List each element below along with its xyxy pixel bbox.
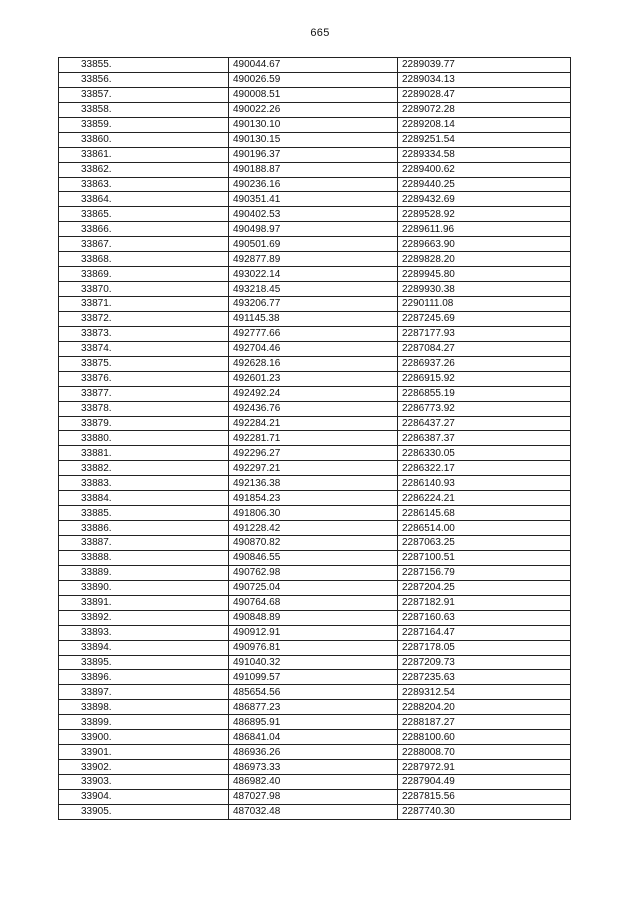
x-coordinate-cell: 490912.91 [229,625,398,640]
point-number-cell: 33869. [59,267,229,282]
table-row [59,476,571,491]
point-number-cell: 33900. [59,730,229,745]
table-row [59,58,571,73]
y-coordinate-cell: 2286855.19 [398,386,571,401]
point-number-cell: 33866. [59,222,229,237]
table-row [59,177,571,192]
x-coordinate-cell: 491099.57 [229,670,398,685]
table-row [59,640,571,655]
table-row [59,580,571,595]
table-row [59,401,571,416]
y-coordinate-cell: 2286330.05 [398,446,571,461]
point-number-cell: 33882. [59,461,229,476]
y-coordinate-cell: 2287204.25 [398,580,571,595]
point-number-cell: 33878. [59,401,229,416]
y-coordinate-cell: 2289440.25 [398,177,571,192]
y-coordinate-cell: 2287164.47 [398,625,571,640]
x-coordinate-cell: 486936.26 [229,745,398,760]
x-coordinate-cell: 490402.53 [229,207,398,222]
table-row [59,625,571,640]
y-coordinate-cell: 2289611.96 [398,222,571,237]
y-coordinate-cell: 2289663.90 [398,237,571,252]
point-number-cell: 33868. [59,252,229,267]
table-row [59,730,571,745]
x-coordinate-cell: 492136.38 [229,476,398,491]
x-coordinate-cell: 492601.23 [229,371,398,386]
point-number-cell: 33899. [59,715,229,730]
y-coordinate-cell: 2287100.51 [398,550,571,565]
table-row [59,461,571,476]
x-coordinate-cell: 491228.42 [229,521,398,536]
point-number-cell: 33862. [59,162,229,177]
y-coordinate-cell: 2286915.92 [398,371,571,386]
point-number-cell: 33863. [59,177,229,192]
point-number-cell: 33894. [59,640,229,655]
table-row [59,297,571,312]
table-row [59,775,571,790]
table-row [59,252,571,267]
table-row [59,371,571,386]
point-number-cell: 33903. [59,775,229,790]
x-coordinate-cell: 490498.97 [229,222,398,237]
x-coordinate-cell: 492628.16 [229,356,398,371]
table-row [59,326,571,341]
point-number-cell: 33858. [59,102,229,117]
x-coordinate-cell: 490130.10 [229,117,398,132]
y-coordinate-cell: 2287740.30 [398,804,571,819]
table-row [59,610,571,625]
x-coordinate-cell: 493218.45 [229,282,398,297]
y-coordinate-cell: 2287815.56 [398,789,571,804]
x-coordinate-cell: 492877.89 [229,252,398,267]
y-coordinate-cell: 2288187.27 [398,715,571,730]
point-number-cell: 33870. [59,282,229,297]
table-row [59,550,571,565]
y-coordinate-cell: 2288100.60 [398,730,571,745]
point-number-cell: 33861. [59,147,229,162]
table-row [59,356,571,371]
x-coordinate-cell: 486895.91 [229,715,398,730]
y-coordinate-cell: 2288008.70 [398,745,571,760]
y-coordinate-cell: 2286437.27 [398,416,571,431]
point-number-cell: 33892. [59,610,229,625]
y-coordinate-cell: 2287209.73 [398,655,571,670]
x-coordinate-cell: 486973.33 [229,760,398,775]
point-number-cell: 33874. [59,341,229,356]
table-row [59,192,571,207]
point-number-cell: 33893. [59,625,229,640]
table-row [59,267,571,282]
point-number-cell: 33877. [59,386,229,401]
y-coordinate-cell: 2288204.20 [398,700,571,715]
x-coordinate-cell: 490976.81 [229,640,398,655]
x-coordinate-cell: 493206.77 [229,297,398,312]
table-row [59,700,571,715]
table-row [59,536,571,551]
y-coordinate-cell: 2287063.25 [398,536,571,551]
table-row [59,132,571,147]
y-coordinate-cell: 2289039.77 [398,58,571,73]
x-coordinate-cell: 491145.38 [229,311,398,326]
x-coordinate-cell: 491040.32 [229,655,398,670]
y-coordinate-cell: 2287245.69 [398,311,571,326]
y-coordinate-cell: 2286514.00 [398,521,571,536]
x-coordinate-cell: 485654.56 [229,685,398,700]
x-coordinate-cell: 493022.14 [229,267,398,282]
x-coordinate-cell: 490846.55 [229,550,398,565]
table-row [59,565,571,580]
page-number: 665 [310,27,330,39]
y-coordinate-cell: 2287178.05 [398,640,571,655]
x-coordinate-cell: 490870.82 [229,536,398,551]
y-coordinate-cell: 2289034.13 [398,72,571,87]
point-number-cell: 33889. [59,565,229,580]
point-number-cell: 33887. [59,536,229,551]
point-number-cell: 33883. [59,476,229,491]
table-row [59,341,571,356]
point-number-cell: 33855. [59,58,229,73]
x-coordinate-cell: 491806.30 [229,506,398,521]
coordinates-table [58,57,571,820]
table-row [59,431,571,446]
y-coordinate-cell: 2287904.49 [398,775,571,790]
y-coordinate-cell: 2289028.47 [398,87,571,102]
x-coordinate-cell: 486841.04 [229,730,398,745]
point-number-cell: 33896. [59,670,229,685]
y-coordinate-cell: 2290111.08 [398,297,571,312]
table-row [59,386,571,401]
point-number-cell: 33897. [59,685,229,700]
table-row [59,72,571,87]
y-coordinate-cell: 2287177.93 [398,326,571,341]
point-number-cell: 33886. [59,521,229,536]
y-coordinate-cell: 2289930.38 [398,282,571,297]
point-number-cell: 33904. [59,789,229,804]
x-coordinate-cell: 490725.04 [229,580,398,595]
y-coordinate-cell: 2286140.93 [398,476,571,491]
point-number-cell: 33871. [59,297,229,312]
point-number-cell: 33876. [59,371,229,386]
x-coordinate-cell: 492281.71 [229,431,398,446]
table-row [59,715,571,730]
point-number-cell: 33860. [59,132,229,147]
point-number-cell: 33888. [59,550,229,565]
x-coordinate-cell: 487032.48 [229,804,398,819]
x-coordinate-cell: 490022.26 [229,102,398,117]
x-coordinate-cell: 492704.46 [229,341,398,356]
y-coordinate-cell: 2289208.14 [398,117,571,132]
x-coordinate-cell: 490848.89 [229,610,398,625]
point-number-cell: 33902. [59,760,229,775]
y-coordinate-cell: 2286224.21 [398,491,571,506]
x-coordinate-cell: 490762.98 [229,565,398,580]
y-coordinate-cell: 2287084.27 [398,341,571,356]
x-coordinate-cell: 490188.87 [229,162,398,177]
x-coordinate-cell: 490130.15 [229,132,398,147]
x-coordinate-cell: 490764.68 [229,595,398,610]
y-coordinate-cell: 2287972.91 [398,760,571,775]
table-row [59,446,571,461]
x-coordinate-cell: 492777.66 [229,326,398,341]
y-coordinate-cell: 2286387.37 [398,431,571,446]
point-number-cell: 33905. [59,804,229,819]
x-coordinate-cell: 490501.69 [229,237,398,252]
table-row [59,521,571,536]
point-number-cell: 33890. [59,580,229,595]
coordinates-table-body [59,58,571,820]
x-coordinate-cell: 490196.37 [229,147,398,162]
table-row [59,595,571,610]
table-row [59,789,571,804]
x-coordinate-cell: 486982.40 [229,775,398,790]
y-coordinate-cell: 2287182.91 [398,595,571,610]
y-coordinate-cell: 2286145.68 [398,506,571,521]
y-coordinate-cell: 2289432.69 [398,192,571,207]
y-coordinate-cell: 2289334.58 [398,147,571,162]
table-row [59,147,571,162]
x-coordinate-cell: 490026.59 [229,72,398,87]
point-number-cell: 33857. [59,87,229,102]
y-coordinate-cell: 2289251.54 [398,132,571,147]
x-coordinate-cell: 490044.67 [229,58,398,73]
y-coordinate-cell: 2289528.92 [398,207,571,222]
y-coordinate-cell: 2286937.26 [398,356,571,371]
point-number-cell: 33895. [59,655,229,670]
point-number-cell: 33865. [59,207,229,222]
y-coordinate-cell: 2286773.92 [398,401,571,416]
table-row [59,491,571,506]
y-coordinate-cell: 2289945.80 [398,267,571,282]
table-row [59,207,571,222]
point-number-cell: 33859. [59,117,229,132]
x-coordinate-cell: 492296.27 [229,446,398,461]
point-number-cell: 33885. [59,506,229,521]
point-number-cell: 33884. [59,491,229,506]
point-number-cell: 33856. [59,72,229,87]
y-coordinate-cell: 2287235.63 [398,670,571,685]
table-row [59,655,571,670]
x-coordinate-cell: 492297.21 [229,461,398,476]
table-row [59,416,571,431]
x-coordinate-cell: 492492.24 [229,386,398,401]
x-coordinate-cell: 486877.23 [229,700,398,715]
table-row [59,311,571,326]
x-coordinate-cell: 490351.41 [229,192,398,207]
table-row [59,506,571,521]
table-row [59,745,571,760]
point-number-cell: 33872. [59,311,229,326]
table-row [59,760,571,775]
x-coordinate-cell: 492436.76 [229,401,398,416]
y-coordinate-cell: 2286322.17 [398,461,571,476]
table-row [59,222,571,237]
y-coordinate-cell: 2289312.54 [398,685,571,700]
y-coordinate-cell: 2289828.20 [398,252,571,267]
table-row [59,162,571,177]
point-number-cell: 33881. [59,446,229,461]
table-row [59,282,571,297]
point-number-cell: 33879. [59,416,229,431]
y-coordinate-cell: 2287160.63 [398,610,571,625]
x-coordinate-cell: 492284.21 [229,416,398,431]
point-number-cell: 33898. [59,700,229,715]
x-coordinate-cell: 490008.51 [229,87,398,102]
y-coordinate-cell: 2289400.62 [398,162,571,177]
table-row [59,670,571,685]
point-number-cell: 33901. [59,745,229,760]
table-row [59,102,571,117]
x-coordinate-cell: 490236.16 [229,177,398,192]
point-number-cell: 33875. [59,356,229,371]
point-number-cell: 33891. [59,595,229,610]
point-number-cell: 33867. [59,237,229,252]
x-coordinate-cell: 491854.23 [229,491,398,506]
y-coordinate-cell: 2289072.28 [398,102,571,117]
table-row [59,237,571,252]
y-coordinate-cell: 2287156.79 [398,565,571,580]
table-row [59,117,571,132]
point-number-cell: 33880. [59,431,229,446]
point-number-cell: 33864. [59,192,229,207]
table-row [59,685,571,700]
x-coordinate-cell: 487027.98 [229,789,398,804]
table-row [59,87,571,102]
table-row [59,804,571,819]
point-number-cell: 33873. [59,326,229,341]
